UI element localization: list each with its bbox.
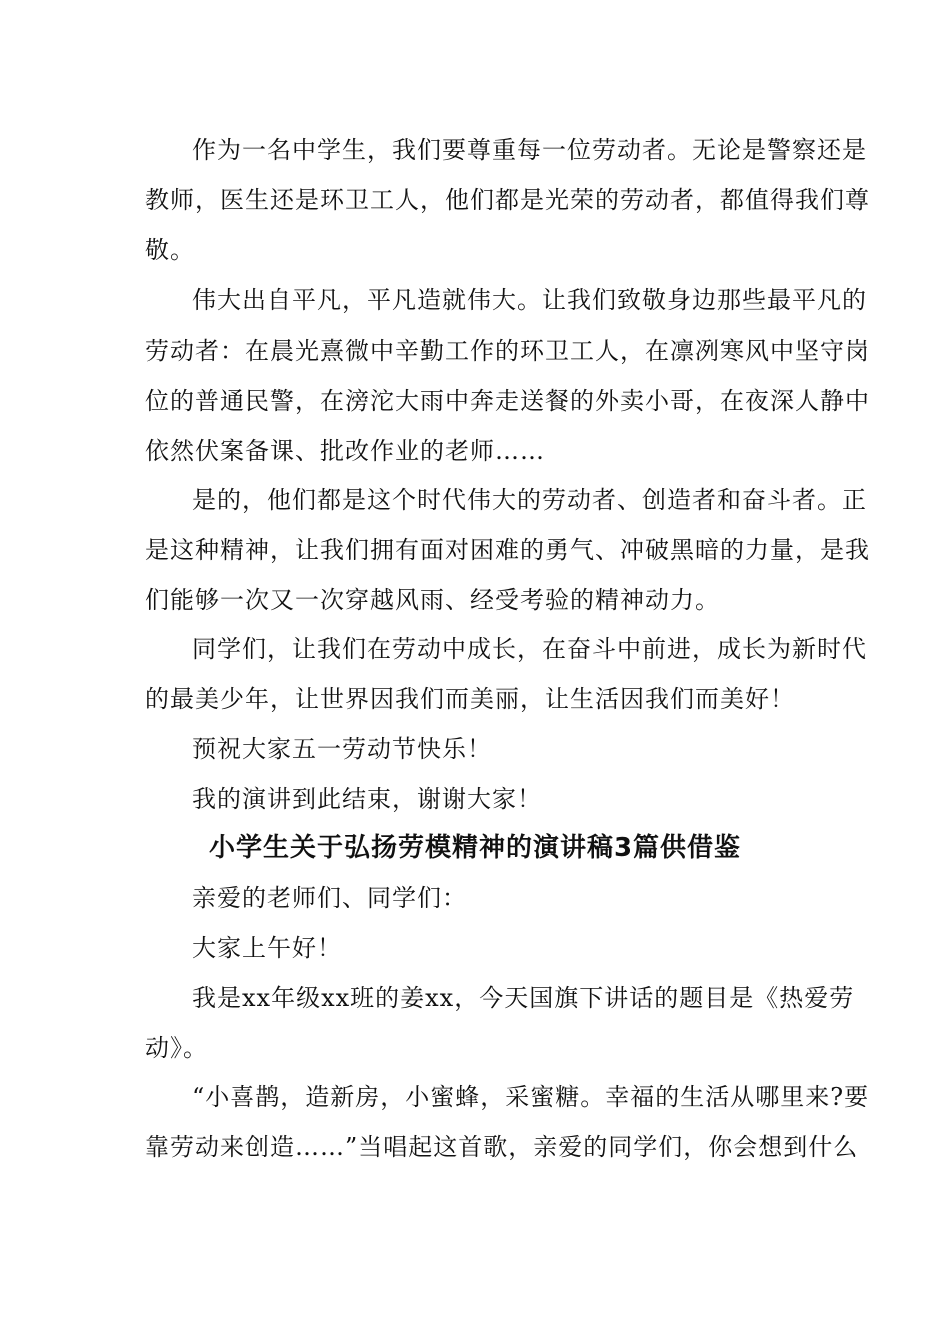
paragraph-line: 劳动者：在晨光熹微中辛勤工作的环卫工人，在凛冽寒风中坚守岗 (145, 337, 870, 365)
paragraph-line: “小喜鹊，造新房，小蜜蜂，采蜜糖。幸福的生活从哪里来?要 (192, 1083, 870, 1111)
paragraph-line: 教师，医生还是环卫工人，他们都是光荣的劳动者，都值得我们尊 (145, 186, 870, 214)
paragraph-line: 预祝大家五一劳动节快乐！ (192, 735, 492, 763)
section-title: 小学生关于弘扬劳模精神的演讲稿3篇供借鉴 (208, 833, 742, 863)
greeting-line: 亲爱的老师们、同学们： (192, 884, 467, 912)
paragraph-line: 作为一名中学生，我们要尊重每一位劳动者。无论是警察还是 (192, 136, 867, 164)
greeting-line: 大家上午好！ (192, 934, 342, 962)
paragraph-line: 我的演讲到此结束，谢谢大家！ (192, 785, 542, 813)
paragraph-line: 同学们，让我们在劳动中成长，在奋斗中前进，成长为新时代 (192, 635, 867, 663)
paragraph-line: 位的普通民警，在滂沱大雨中奔走送餐的外卖小哥，在夜深人静中 (145, 387, 870, 415)
paragraph-line: 靠劳动来创造……”当唱起这首歌，亲爱的同学们，你会想到什么 (145, 1133, 859, 1161)
paragraph-line: 的最美少年，让世界因我们而美丽，让生活因我们而美好！ (145, 685, 795, 713)
paragraph-line: 们能够一次又一次穿越风雨、经受考验的精神动力。 (145, 586, 720, 614)
paragraph-line: 伟大出自平凡，平凡造就伟大。让我们致敬身边那些最平凡的 (192, 286, 867, 314)
paragraph-line: 我是xx年级xx班的姜xx，今天国旗下讲话的题目是《热爱劳 (192, 984, 855, 1012)
paragraph-line: 依然伏案备课、批改作业的老师…… (145, 437, 545, 465)
paragraph-line: 敬。 (145, 236, 195, 264)
paragraph-line: 动》。 (145, 1034, 208, 1062)
paragraph-line: 是这种精神，让我们拥有面对困难的勇气、冲破黑暗的力量，是我 (145, 536, 870, 564)
paragraph-line: 是的，他们都是这个时代伟大的劳动者、创造者和奋斗者。正 (192, 486, 867, 514)
